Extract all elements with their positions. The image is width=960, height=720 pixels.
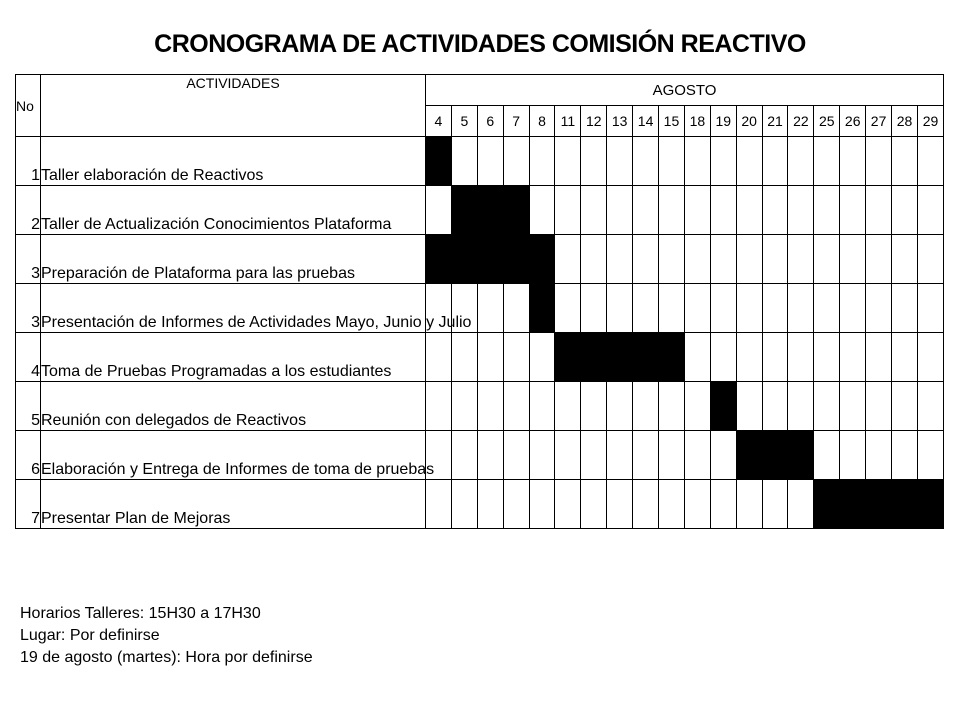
empty-day-cell [581,235,607,284]
empty-day-cell [607,235,633,284]
empty-day-cell [892,431,918,480]
empty-day-cell [917,382,943,431]
empty-day-cell [426,382,452,431]
empty-day-cell [555,284,581,333]
empty-day-cell [684,333,710,382]
day-header: 22 [788,106,814,137]
empty-day-cell [762,382,788,431]
empty-day-cell [555,382,581,431]
empty-day-cell [684,186,710,235]
row-number: 6 [16,431,41,480]
scheduled-day-cell [529,284,555,333]
day-header: 21 [762,106,788,137]
scheduled-day-cell [814,480,840,529]
row-number: 2 [16,186,41,235]
empty-day-cell [892,382,918,431]
empty-day-cell [710,235,736,284]
scheduled-day-cell [607,333,633,382]
empty-day-cell [866,186,892,235]
scheduled-day-cell [866,480,892,529]
empty-day-cell [633,235,659,284]
empty-day-cell [892,235,918,284]
day-header: 6 [477,106,503,137]
empty-day-cell [840,186,866,235]
empty-day-cell [426,333,452,382]
empty-day-cell [477,382,503,431]
empty-day-cell [581,382,607,431]
empty-day-cell [451,333,477,382]
table-row [16,382,944,431]
empty-day-cell [736,235,762,284]
row-number: 3 [16,235,41,284]
empty-day-cell [866,137,892,186]
empty-day-cell [736,137,762,186]
empty-day-cell [503,284,529,333]
note-schedule-hours: Horarios Talleres: 15H30 a 17H30 [20,605,261,622]
row-number: 3 [16,284,41,333]
day-header: 28 [892,106,918,137]
empty-day-cell [840,431,866,480]
scheduled-day-cell [581,333,607,382]
no-column-header: No [16,75,41,137]
activities-column-header: ACTIVIDADES [41,75,426,137]
day-header: 25 [814,106,840,137]
empty-day-cell [736,284,762,333]
scheduled-day-cell [503,235,529,284]
empty-day-cell [684,480,710,529]
empty-day-cell [451,480,477,529]
empty-day-cell [814,186,840,235]
empty-day-cell [477,431,503,480]
empty-day-cell [917,137,943,186]
empty-day-cell [684,235,710,284]
empty-day-cell [503,431,529,480]
empty-day-cell [555,186,581,235]
empty-day-cell [477,333,503,382]
empty-day-cell [529,480,555,529]
empty-day-cell [607,382,633,431]
empty-day-cell [762,480,788,529]
table-row [16,137,944,186]
empty-day-cell [840,284,866,333]
empty-day-cell [477,137,503,186]
month-header: AGOSTO [426,75,944,106]
table-row [16,235,944,284]
empty-day-cell [529,431,555,480]
activity-name: Taller de Actualización Conocimientos Plataforma [41,186,426,235]
day-header: 8 [529,106,555,137]
empty-day-cell [659,480,685,529]
empty-day-cell [659,137,685,186]
day-header: 4 [426,106,452,137]
empty-day-cell [684,431,710,480]
empty-day-cell [866,333,892,382]
empty-day-cell [555,480,581,529]
activity-name: Reunión con delegados de Reactivos [41,382,426,431]
activity-rows [16,137,944,529]
empty-day-cell [477,480,503,529]
empty-day-cell [762,186,788,235]
empty-day-cell [633,137,659,186]
empty-day-cell [814,235,840,284]
empty-day-cell [710,333,736,382]
empty-day-cell [917,186,943,235]
empty-day-cell [788,284,814,333]
empty-day-cell [659,284,685,333]
empty-day-cell [607,186,633,235]
empty-day-cell [736,333,762,382]
empty-day-cell [581,431,607,480]
empty-day-cell [917,284,943,333]
day-header: 12 [581,106,607,137]
empty-day-cell [451,431,477,480]
scheduled-day-cell [736,431,762,480]
empty-day-cell [736,382,762,431]
day-header: 11 [555,106,581,137]
table-row [16,333,944,382]
table-row [16,186,944,235]
day-header: 18 [684,106,710,137]
empty-day-cell [659,235,685,284]
empty-day-cell [555,137,581,186]
day-header: 14 [633,106,659,137]
day-header: 26 [840,106,866,137]
note-location: Lugar: Por definirse [20,627,160,644]
empty-day-cell [814,333,840,382]
empty-day-cell [892,284,918,333]
activity-name: Elaboración y Entrega de Informes de toma de pruebas [41,431,426,480]
empty-day-cell [659,382,685,431]
empty-day-cell [659,431,685,480]
empty-day-cell [762,137,788,186]
empty-day-cell [529,382,555,431]
row-number: 5 [16,382,41,431]
empty-day-cell [607,137,633,186]
empty-day-cell [762,284,788,333]
day-header: 13 [607,106,633,137]
empty-day-cell [814,382,840,431]
empty-day-cell [529,186,555,235]
empty-day-cell [788,480,814,529]
empty-day-cell [866,235,892,284]
empty-day-cell [892,333,918,382]
empty-day-cell [503,137,529,186]
empty-day-cell [633,284,659,333]
row-number: 4 [16,333,41,382]
empty-day-cell [426,186,452,235]
empty-day-cell [866,431,892,480]
scheduled-day-cell [917,480,943,529]
row-number: 7 [16,480,41,529]
empty-day-cell [555,235,581,284]
schedule-table [15,74,944,529]
scheduled-day-cell [788,431,814,480]
empty-day-cell [581,186,607,235]
scheduled-day-cell [451,186,477,235]
activity-name: Presentación de Informes de Actividades Mayo, Junio y Julio [41,284,426,333]
scheduled-day-cell [892,480,918,529]
empty-day-cell [477,284,503,333]
scheduled-day-cell [477,186,503,235]
empty-day-cell [814,137,840,186]
empty-day-cell [451,382,477,431]
empty-day-cell [840,333,866,382]
empty-day-cell [659,186,685,235]
empty-day-cell [607,431,633,480]
table-row [16,480,944,529]
empty-day-cell [710,137,736,186]
empty-day-cell [892,186,918,235]
empty-day-cell [633,431,659,480]
scheduled-day-cell [659,333,685,382]
empty-day-cell [866,382,892,431]
empty-day-cell [529,137,555,186]
empty-day-cell [555,431,581,480]
empty-day-cell [917,333,943,382]
activity-name: Preparación de Plataforma para las pruebas [41,235,426,284]
scheduled-day-cell [633,333,659,382]
empty-day-cell [503,480,529,529]
empty-day-cell [710,480,736,529]
row-number: 1 [16,137,41,186]
empty-day-cell [840,382,866,431]
scheduled-day-cell [840,480,866,529]
empty-day-cell [503,382,529,431]
scheduled-day-cell [503,186,529,235]
scheduled-day-cell [426,235,452,284]
day-header: 27 [866,106,892,137]
empty-day-cell [581,480,607,529]
empty-day-cell [736,186,762,235]
empty-day-cell [451,137,477,186]
empty-day-cell [736,480,762,529]
empty-day-cell [710,186,736,235]
day-header: 15 [659,106,685,137]
empty-day-cell [581,284,607,333]
scheduled-day-cell [555,333,581,382]
day-header: 5 [451,106,477,137]
empty-day-cell [529,333,555,382]
scheduled-day-cell [426,137,452,186]
empty-day-cell [684,382,710,431]
empty-day-cell [788,333,814,382]
empty-day-cell [917,235,943,284]
empty-day-cell [426,480,452,529]
empty-day-cell [762,333,788,382]
empty-day-cell [633,186,659,235]
activity-name: Presentar Plan de Mejoras [41,480,426,529]
empty-day-cell [684,137,710,186]
empty-day-cell [607,284,633,333]
empty-day-cell [788,382,814,431]
scheduled-day-cell [762,431,788,480]
empty-day-cell [892,137,918,186]
activity-name: Toma de Pruebas Programadas a los estudiantes [41,333,426,382]
empty-day-cell [788,235,814,284]
activity-name: Taller elaboración de Reactivos [41,137,426,186]
day-header: 20 [736,106,762,137]
empty-day-cell [607,480,633,529]
note-meeting-date: 19 de agosto (martes): Hora por definirse [20,649,313,666]
empty-day-cell [788,186,814,235]
empty-day-cell [762,235,788,284]
scheduled-day-cell [451,235,477,284]
empty-day-cell [503,333,529,382]
empty-day-cell [684,284,710,333]
schedule-notes [20,603,313,669]
table-row [16,284,944,333]
empty-day-cell [840,235,866,284]
day-header: 19 [710,106,736,137]
scheduled-day-cell [477,235,503,284]
day-header: 29 [917,106,943,137]
page-title: CRONOGRAMA DE ACTIVIDADES COMISIÓN REACTIVO [154,30,806,58]
empty-day-cell [866,284,892,333]
empty-day-cell [581,137,607,186]
empty-day-cell [710,431,736,480]
empty-day-cell [788,137,814,186]
empty-day-cell [814,284,840,333]
empty-day-cell [633,480,659,529]
empty-day-cell [633,382,659,431]
empty-day-cell [710,284,736,333]
empty-day-cell [814,431,840,480]
empty-day-cell [840,137,866,186]
scheduled-day-cell [529,235,555,284]
day-header: 7 [503,106,529,137]
table-row [16,431,944,480]
scheduled-day-cell [710,382,736,431]
empty-day-cell [917,431,943,480]
